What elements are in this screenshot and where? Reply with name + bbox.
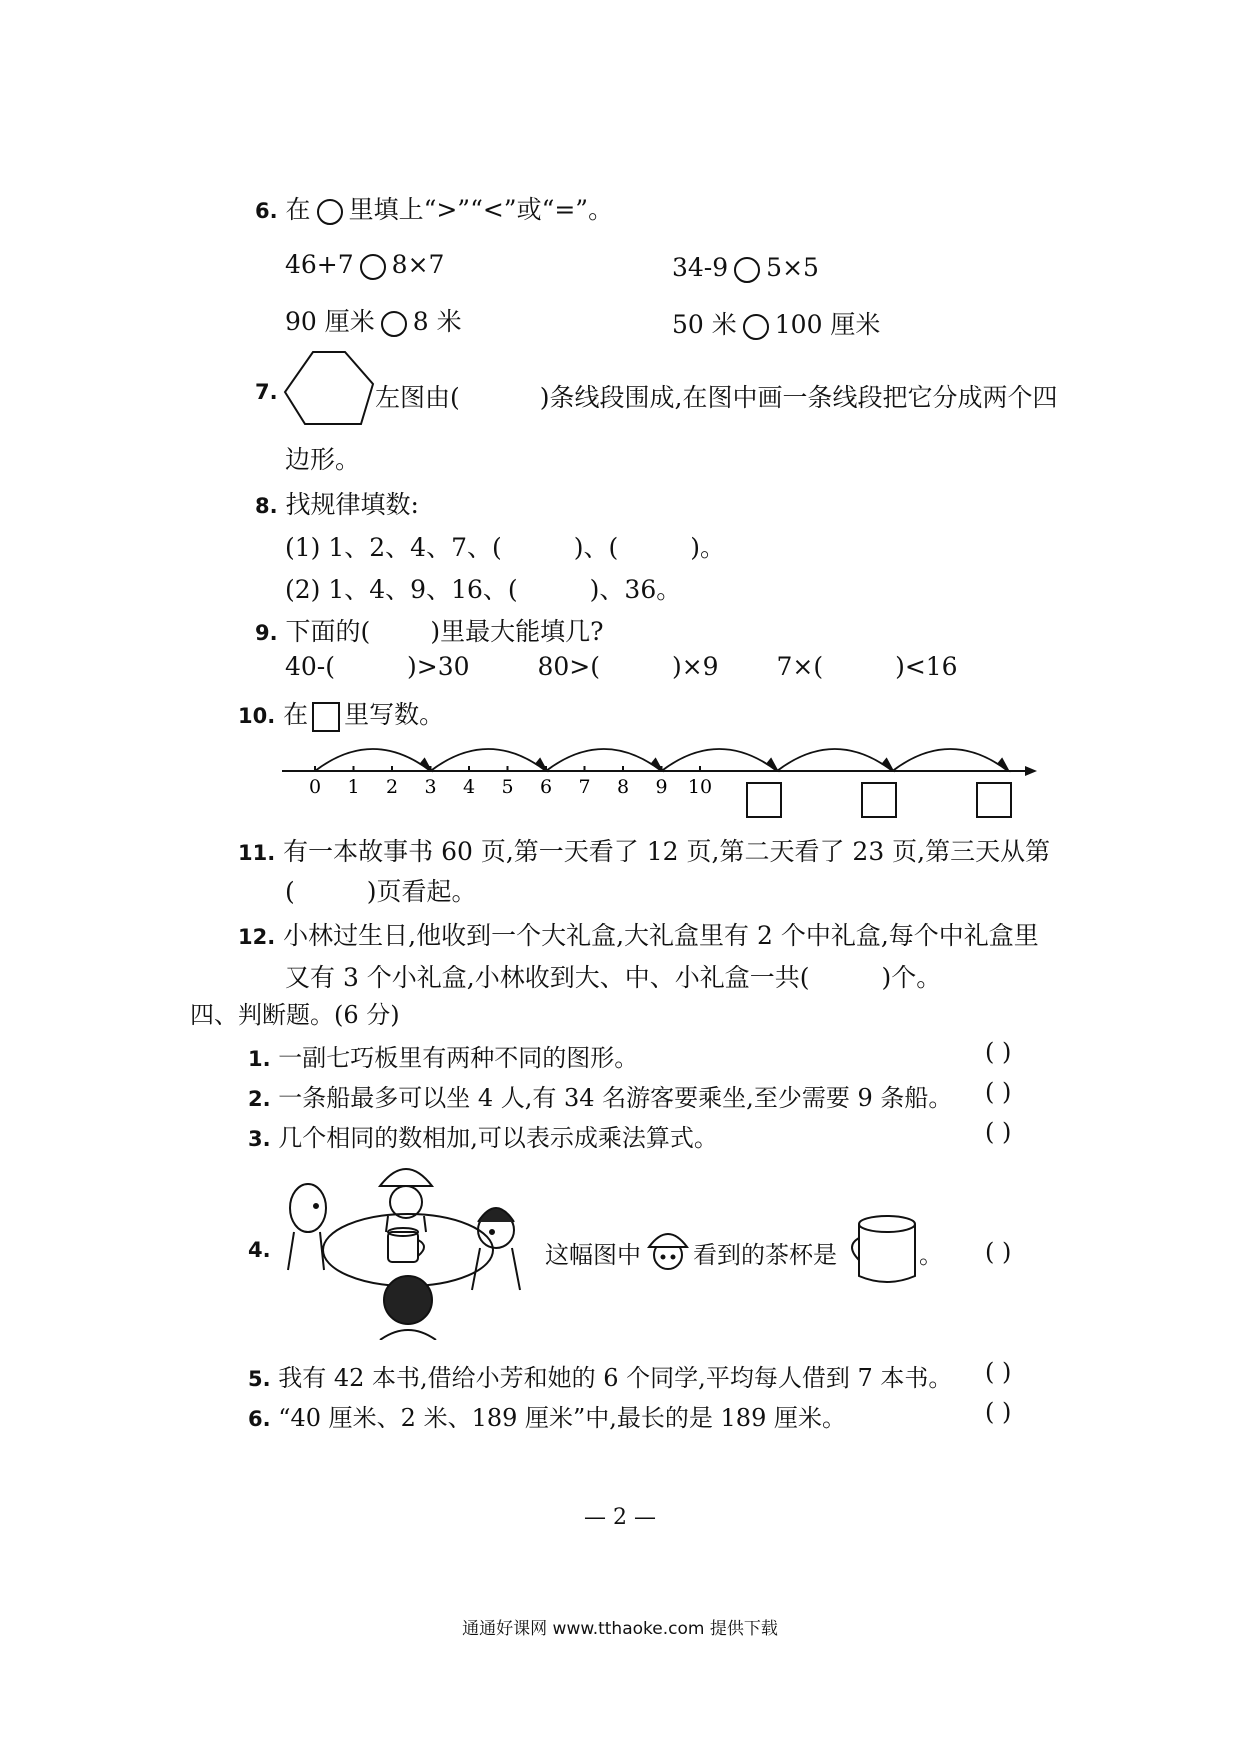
judge-answer-3[interactable]: ( ): [985, 1118, 1012, 1146]
judge-answer-2[interactable]: ( ): [985, 1078, 1012, 1106]
judge-item-4-number: 4.: [248, 1238, 271, 1262]
q12-line-1: 12. 小林过生日,他收到一个大礼盒,大礼盒里有 2 个中礼盒,每个中礼盒里: [238, 921, 1039, 950]
q7-number: 7.: [255, 380, 278, 404]
answer-circle[interactable]: [743, 314, 769, 340]
jump-arc: [893, 749, 1009, 771]
judge-item-4-text: 这幅图中 看到的茶杯是 。: [545, 1241, 943, 1269]
hexagon-figure: [283, 348, 375, 428]
q8-line-1: (1) 1、2、4、7、( )、( )。: [285, 533, 726, 562]
judge-item-3: 3. 几个相同的数相加,可以表示成乘法算式。: [248, 1124, 718, 1152]
q6-item-1: 46+7 8×7: [285, 250, 445, 279]
jump-arc: [431, 749, 547, 771]
q12-number: 12.: [238, 925, 276, 949]
tick-label: 0: [308, 776, 322, 798]
compare-circle: [317, 199, 343, 225]
answer-circle[interactable]: [360, 254, 386, 280]
q11-line-2: ( )页看起。: [285, 877, 477, 906]
tick-label: 3: [424, 776, 437, 798]
jump-arc: [546, 749, 662, 771]
tick-label: 10: [687, 776, 713, 798]
answer-circle[interactable]: [734, 257, 760, 283]
answer-circle[interactable]: [381, 311, 407, 337]
judge-item-5: 5. 我有 42 本书,借给小芳和她的 6 个同学,平均每人借到 7 本书。: [248, 1364, 953, 1392]
tick-label: 9: [655, 776, 668, 798]
q9-number: 9.: [255, 621, 278, 645]
footer-source: 通通好课网 www.tthaoke.com 提供下载: [462, 1619, 778, 1639]
q9-title: 9. 下面的( )里最大能填几?: [255, 617, 604, 646]
tick-label: 7: [578, 776, 591, 798]
jump-arc: [315, 749, 431, 771]
section-4-title: 四、判断题。(6 分): [190, 1001, 400, 1029]
q10-number: 10.: [238, 704, 276, 728]
q8-number: 8.: [255, 494, 278, 518]
judge-item-1: 1. 一副七巧板里有两种不同的图形。: [248, 1044, 639, 1072]
tick-label: 1: [347, 776, 360, 798]
answer-box[interactable]: [977, 783, 1011, 817]
child-with-hat-icon: [643, 1225, 693, 1275]
q6-item-2: 34-9 5×5: [672, 253, 819, 282]
judge-item-6: 6. “40 厘米、2 米、189 厘米”中,最长的是 189 厘米。: [248, 1404, 846, 1432]
judge-answer-5[interactable]: ( ): [985, 1358, 1012, 1386]
q11-number: 11.: [238, 841, 276, 865]
teacup-icon: [845, 1208, 925, 1288]
q6-number: 6.: [255, 199, 278, 223]
tick-label: 8: [616, 776, 630, 798]
page-number: — 2 —: [584, 1505, 656, 1530]
jump-arc: [662, 749, 778, 771]
q10-instruction: 10. 在 里写数。: [238, 695, 444, 732]
judge-answer-4[interactable]: ( ): [985, 1238, 1012, 1266]
answer-box[interactable]: [747, 783, 781, 817]
q7-text: 左图由( )条线段围成,在图中画一条线段把它分成两个四: [375, 383, 1058, 412]
tick-label: 5: [501, 776, 514, 798]
judge-item-2: 2. 一条船最多可以坐 4 人,有 34 名游客要乘坐,至少需要 9 条船。: [248, 1084, 953, 1112]
q6-item-3: 90 厘米 8 米: [285, 307, 462, 336]
tick-label: 2: [385, 776, 399, 798]
answer-box[interactable]: [862, 783, 896, 817]
judge-answer-6[interactable]: ( ): [985, 1398, 1012, 1426]
q8-line-2: (2) 1、4、9、16、( )、36。: [285, 575, 682, 604]
q9-expressions: 40-( )>30 80>( )×9 7×( )<16: [285, 652, 958, 681]
table-scene-illustration: [280, 1150, 550, 1340]
q8-title: 8. 找规律填数:: [255, 490, 419, 519]
q11-line-1: 11. 有一本故事书 60 页,第一天看了 12 页,第二天看了 23 页,第三天从第: [238, 837, 1051, 866]
tick-label: 6: [539, 776, 553, 798]
jump-arc: [777, 749, 893, 771]
tick-label: 4: [462, 776, 476, 798]
q6-instruction: 6. 在 里填上“>”“<”或“=”。: [255, 195, 614, 224]
number-line: [280, 735, 1040, 825]
q12-line-2: 又有 3 个小礼盒,小林收到大、中、小礼盒一共( )个。: [285, 963, 942, 992]
q7-text-continued: 边形。: [285, 445, 361, 474]
judge-answer-1[interactable]: ( ): [985, 1038, 1012, 1066]
write-box: [312, 702, 340, 732]
q6-item-4: 50 米 100 厘米: [672, 310, 881, 339]
